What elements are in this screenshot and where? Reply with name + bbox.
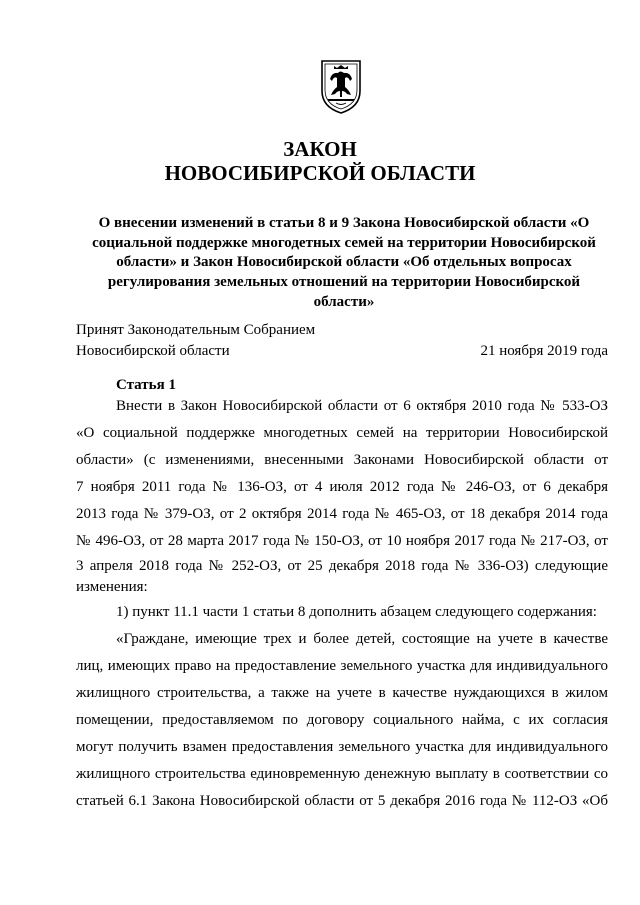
body-line: могут получить взамен предоставления земельного участка для индивидуального	[76, 739, 608, 755]
body-line: 3 апреля 2018 года № 252-ОЗ, от 25 декабря 2018 года № 336-ОЗ) следующие	[76, 558, 608, 574]
coat-of-arms-emblem	[318, 57, 364, 115]
article-heading: Статья 1	[116, 377, 176, 393]
adoption-date: 21 ноября 2019 года	[480, 343, 608, 359]
body-line: статьей 6.1 Закона Новосибирской области от 5 декабря 2016 года № 112-ОЗ «Об	[76, 793, 608, 809]
body-line: «Граждане, имеющие трех и более детей, состоящие на учете в качестве	[116, 631, 608, 647]
body-line: лиц, имеющих право на предоставление земельного участка для индивидуального	[76, 658, 608, 674]
adopted-by-line-2: Новосибирской области	[76, 343, 230, 359]
body-line: помещении, предоставляемом по договору социального найма, с их согласия	[76, 712, 608, 728]
adopted-by	[76, 320, 315, 362]
law-subject: О внесении изменений в статьи 8 и 9 Закона Новосибирской области «О социальной поддержке многодетных семей на территории Новосибирской области» и Закон Новосибирской области «Об отдельных вопросах регулирования земельных отношений на территории Новосибирской области»	[92, 215, 596, 310]
body-line: изменения:	[76, 579, 148, 595]
body-line: 2013 года № 379-ОЗ, от 2 октября 2014 года № 465-ОЗ, от 18 декабря 2014 года	[76, 506, 608, 522]
body-line: 7 ноября 2011 года № 136-ОЗ, от 4 июля 2012 года № 246-ОЗ, от 6 декабря	[76, 479, 608, 495]
body-line: Внести в Закон Новосибирской области от 6 октября 2010 года № 533-ОЗ	[116, 398, 608, 414]
body-line: 1) пункт 11.1 части 1 статьи 8 дополнить абзацем следующего содержания:	[116, 604, 597, 620]
adopted-by-line-1: Принят Законодательным Собранием	[76, 322, 316, 338]
body-line: жилищного строительства единовременную денежную выплату в соответствии со	[76, 766, 608, 782]
body-line: области» (с изменениями, внесенными Законами Новосибирской области от	[76, 452, 608, 468]
body-line: «О социальной поддержке многодетных семей на территории Новосибирской	[76, 425, 608, 441]
body-line: жилищного строительства, а также на учете в качестве нуждающихся в жилом	[76, 685, 608, 701]
law-title: ЗАКОН	[283, 137, 357, 161]
body-line: № 496-ОЗ, от 28 марта 2017 года № 150-ОЗ, от 10 ноября 2017 года № 217-ОЗ, от	[76, 533, 608, 549]
region-title: НОВОСИБИРСКОЙ ОБЛАСТИ	[164, 161, 476, 185]
